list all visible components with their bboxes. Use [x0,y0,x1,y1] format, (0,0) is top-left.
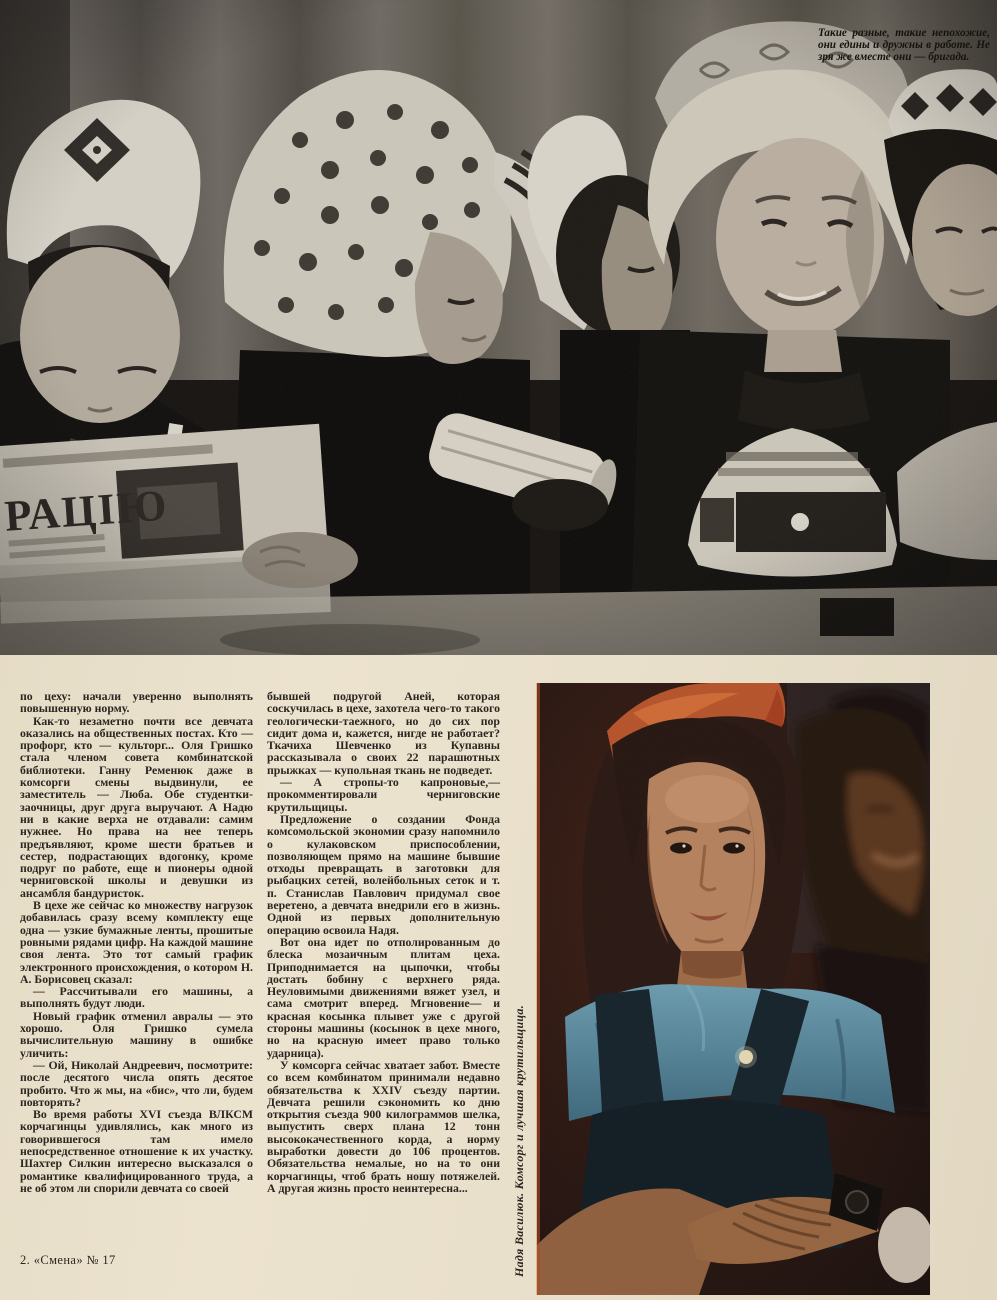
paragraph: Во время работы XVI съезда ВЛКСМ корчагинцы удивлялись, как много из говорившегося там имело непосредственное отношение к их участку. Шахтер Силкин интересно высказался о романтике квалифицированного труда, а не об этом ли спорили девчата со своей [20,1107,253,1195]
paragraph: — Ой, Николай Андреевич, посмотрите: после десятого числа опять десятое пробито. Что ж мы, на «бис», что ли, будем повторять? [20,1057,253,1109]
paragraph: В цехе же сейчас ко множеству нагрузок добавилась сразу всему комплекту еще одна — узкие бумажные ленты, прошитые ровными рядами цифр. На каждой машине своя лента. Это тот самый график электронного происхождения, о котором Н. А. Борисовец сказал: [20,898,253,986]
article-column-right [267,690,500,1194]
paragraph: Как-то незаметно почти все девчата оказались на общественных постах. Кто — профорг, кто — культорг... Оля Гришко стала членом совета комбинатской библиотеки. Ганну Ременюк даже в комсорги смены выдвинули, ее заместитель — Люба. Обе студентки-заочницы, друг друга выручают. А Надю ни в какие верха́ не отдавали: самим нужнее. Но права на нее теперь предъявляют, кроме шести братьев и сестер, подрастающих вдогонку, кроме подруг по работе, еще и пионеры одной черниговской школы и девушки из ансамбля бандуристок. [20,713,253,900]
paragraph: — Рассчитывали его машины, а выполнять будут люди. [20,984,253,1011]
paragraph: У комсорга сейчас хватает забот. Вместе со всем комбинатом принимали недавно обязательства к XXIV съезду партии. Девчата решили сэкономить ко дню открытия съезда 900 килограммов шелка, выпустить сверх плана 12 тонн высококачественного корда, а норму выработки довести до 106 процентов. Обязательства немалые, но на то они корчагинцы, чтоб брать ношу потяжелей. А другая жизнь просто неинтересна... [267,1057,500,1195]
paragraph: — А стропы-то капроновые,— прокомментировали черниговские крутильщицы. [267,775,500,814]
side-photo [537,683,930,1295]
paragraph: по цеху: начали уверенно выполнять повышенную норму. [20,689,253,716]
paragraph: Вот она идет по отполированным до блеска мозаичным плитам цеха. Приподнимается на цыпочки, чтобы достать бобину с верхнего ряда. Неуловимыми движениями вяжет узел, и сама смотрит вперед. Мгновение— и красная косынка плывет уже с другой стороны машины (косынок в цехе много, но на красную имеет право только ударница). [267,934,500,1060]
paragraph: Новый график отменил авралы — это хорошо. Оля Гришко сумела вычислительную машину в ошибке уличить: [20,1008,253,1060]
article-column-left [20,690,253,1194]
photo-grain [537,683,930,1295]
paragraph: бывшей подругой Аней, которая соскучилась в цехе, захотела чего-то такого геологически-таежного, но до сих пор сидит дома и, кажется, нигде не работает? Ткачиха Шевченко из Купавны рассказывала о своих 22 парашютных прыжках — купольная ткань не подведет. [267,689,500,777]
paragraph: Предложение о создании Фонда комсомольской экономии сразу напомнило о кулаковском приспособлении, позволяющем прямо на машине бывшие отходы превращать в заготовки для рыбацких сетей, волейбольных сеток и т. п. Станислав Павлович придумал свое веретено, а девчата внедрили его в жизнь. Одной из первых дополнительную операцию освоила Надя. [267,811,500,937]
top-photo-caption: Такие разные, такие непохожие, они едины и дружны в работе. Не зря же вместе они — бригада. [818,27,990,63]
side-photo-caption: Надя Василюк. Комсорг и лучшая крутильщица. [512,1005,526,1277]
side-photo-art [537,683,930,1295]
page-footer: 2. «Смена» № 17 [20,1253,116,1267]
